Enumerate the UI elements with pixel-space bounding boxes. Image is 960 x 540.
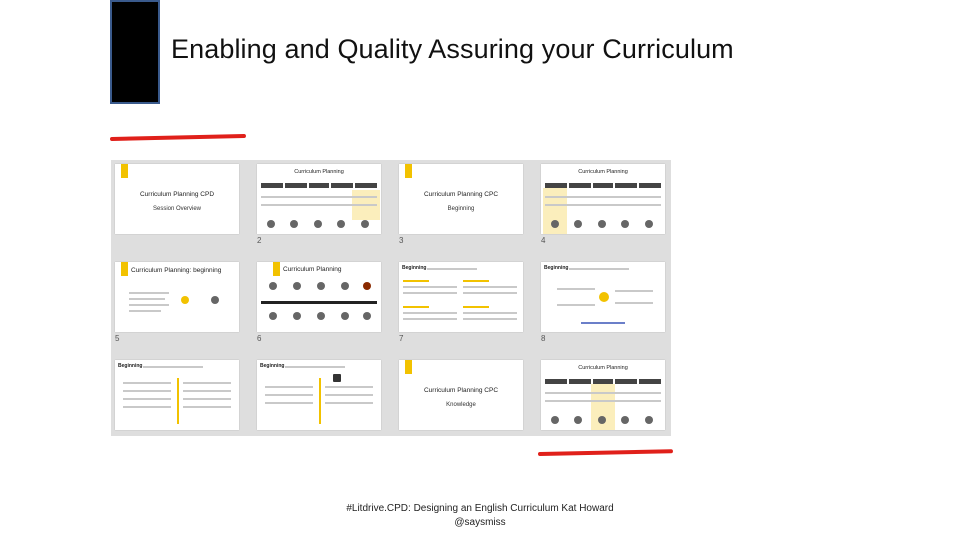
slide-number: 5 — [115, 334, 120, 343]
slide-thumbnail[interactable] — [399, 262, 523, 332]
slide-thumbnail[interactable] — [541, 164, 665, 234]
slide-thumbnail[interactable] — [257, 262, 381, 332]
thumbnail-subtitle: Session Overview — [152, 206, 202, 212]
slide-thumbnail[interactable] — [257, 360, 381, 430]
thumbnail-row — [111, 160, 671, 252]
thumbnail-title: Beginning — [402, 265, 427, 271]
slide-number: 6 — [257, 334, 262, 343]
thumbnail-title: Curriculum Planning — [294, 169, 344, 175]
thumbnail-title: Beginning — [118, 363, 143, 369]
thumbnail-title: Curriculum Planning — [283, 266, 342, 273]
slide-thumbnail[interactable] — [541, 262, 665, 332]
red-underline-bottom — [538, 449, 673, 456]
slide-thumbnail[interactable] — [115, 360, 239, 430]
footer-credit — [300, 502, 660, 530]
slide-number: 7 — [399, 334, 404, 343]
slide-thumbnail[interactable] — [399, 360, 523, 430]
slide-number: 2 — [257, 236, 262, 245]
thumbnail-title: Curriculum Planning: beginning — [131, 267, 222, 274]
slide-thumbnail[interactable] — [399, 164, 523, 234]
slide-title: Enabling and Quality Assuring your Curriculum — [171, 34, 734, 64]
footer-line-1: #Litdrive.CPD: Designing an English Curriculum Kat Howard — [346, 503, 614, 514]
thumbnail-title: Curriculum Planning CPC — [423, 191, 499, 198]
red-underline-top — [110, 134, 246, 141]
thumbnail-title: Curriculum Planning CPD — [139, 191, 215, 198]
slide-thumbnail[interactable] — [541, 360, 665, 430]
slide-number: 8 — [541, 334, 546, 343]
slide-thumbnail[interactable] — [115, 262, 239, 332]
footer-line-2: @saysmiss — [454, 517, 506, 528]
thumbnail-subtitle: Beginning — [447, 206, 475, 212]
thumbnail-row — [111, 356, 671, 436]
black-placeholder-block — [110, 0, 160, 104]
slide-thumbnail[interactable] — [257, 164, 381, 234]
thumbnail-title: Beginning — [544, 265, 569, 271]
thumbnail-title: Curriculum Planning CPC — [423, 387, 499, 394]
slide-sorter-screenshot — [111, 160, 671, 436]
thumbnail-title: Curriculum Planning — [578, 169, 628, 175]
thumbnail-subtitle: Knowledge — [446, 402, 476, 408]
thumbnail-title: Beginning — [260, 363, 285, 369]
slide-number: 4 — [541, 236, 546, 245]
slide-thumbnail[interactable] — [115, 164, 239, 234]
thumbnail-row — [111, 258, 671, 350]
thumbnail-title: Curriculum Planning — [578, 365, 628, 371]
slide-number: 3 — [399, 236, 404, 245]
